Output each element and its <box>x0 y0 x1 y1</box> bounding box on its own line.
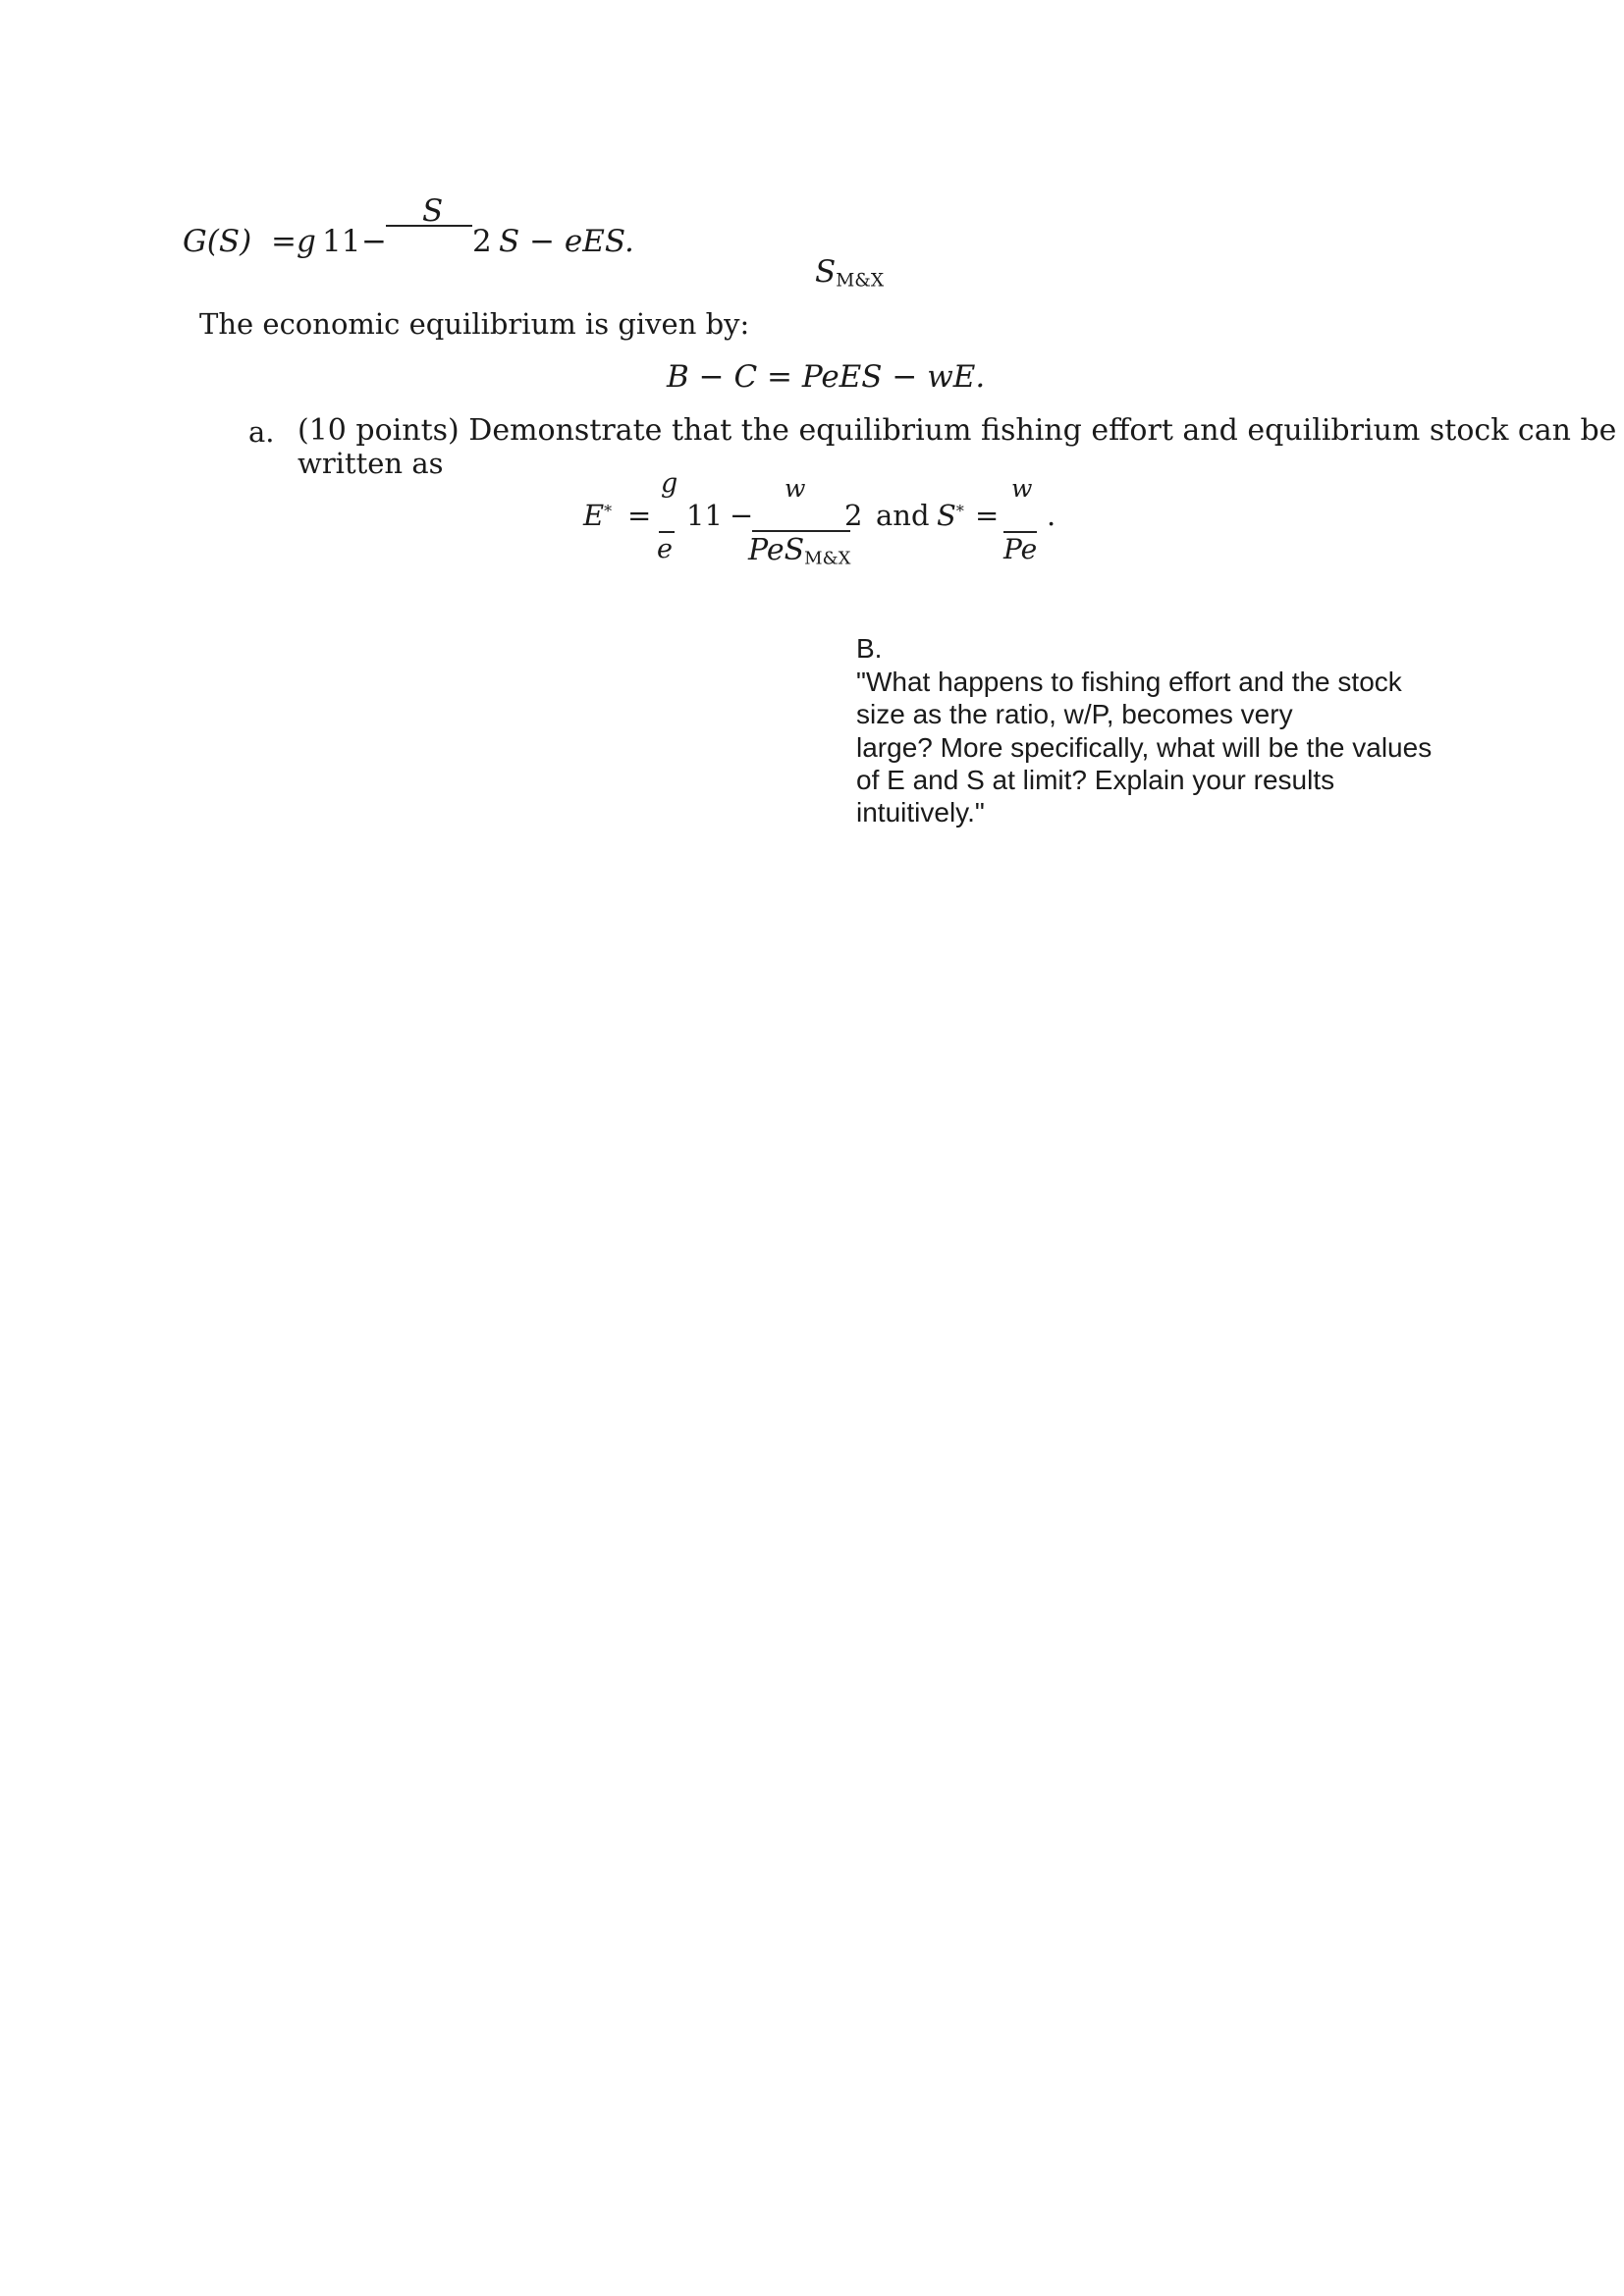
part-a-line-1: (10 points) Demonstrate that the equilibrium fishing effort and equilibrium stock can be <box>298 413 1617 448</box>
part-a-label: a. <box>248 415 275 449</box>
result-and: and <box>876 499 930 532</box>
result-S: S* <box>937 499 964 532</box>
growth-g: g <box>297 224 316 259</box>
part-b-line-1: "What happens to fishing effort and the stock <box>856 667 1402 697</box>
part-b-label: B. <box>856 633 883 664</box>
result-minus: − <box>730 499 754 532</box>
growth-equals: = <box>271 224 297 259</box>
result-equals-2: = <box>975 499 1000 532</box>
growth-exponent: 2 <box>472 224 492 259</box>
part-b-line-3: large? More specifically, what will be the values <box>856 732 1433 763</box>
part-b-line-5: intuitively." <box>856 797 985 828</box>
result-eleven: 11 <box>686 499 723 532</box>
part-b-line-4: of E and S at limit? Explain your results <box>856 765 1335 795</box>
part-a-line-2: written as <box>298 447 444 480</box>
result-w2: w <box>1011 474 1033 503</box>
result-g-over-e-bar <box>659 531 675 533</box>
result-Pe: Pe <box>1003 533 1038 565</box>
growth-minus: − <box>361 224 387 259</box>
result-exponent: 2 <box>844 499 863 532</box>
growth-eleven: 11 <box>322 224 361 259</box>
profit-equation: B − C = PeES − wE. <box>667 359 986 395</box>
part-b-line-2: size as the ratio, w/P, becomes very <box>856 699 1293 729</box>
result-equals: = <box>627 499 652 532</box>
growth-frac-denominator: $S_{M\&X}$ <box>815 254 885 292</box>
economic-equilibrium-text: The economic equilibrium is given by: <box>199 307 750 341</box>
growth-rest: S − eES. <box>499 224 634 259</box>
result-E: E* <box>583 499 613 532</box>
result-dot: . <box>1047 499 1056 532</box>
result-g: g <box>661 468 678 499</box>
growth-lhs: G(S) <box>183 224 252 259</box>
result-w: w <box>785 474 806 503</box>
result-denominator: PeS$_{M\&X}$ <box>748 533 851 569</box>
result-e: e <box>657 534 673 564</box>
growth-fraction-bar <box>386 225 472 227</box>
growth-frac-numerator: S <box>422 193 444 229</box>
result-fraction-bar <box>752 530 850 532</box>
